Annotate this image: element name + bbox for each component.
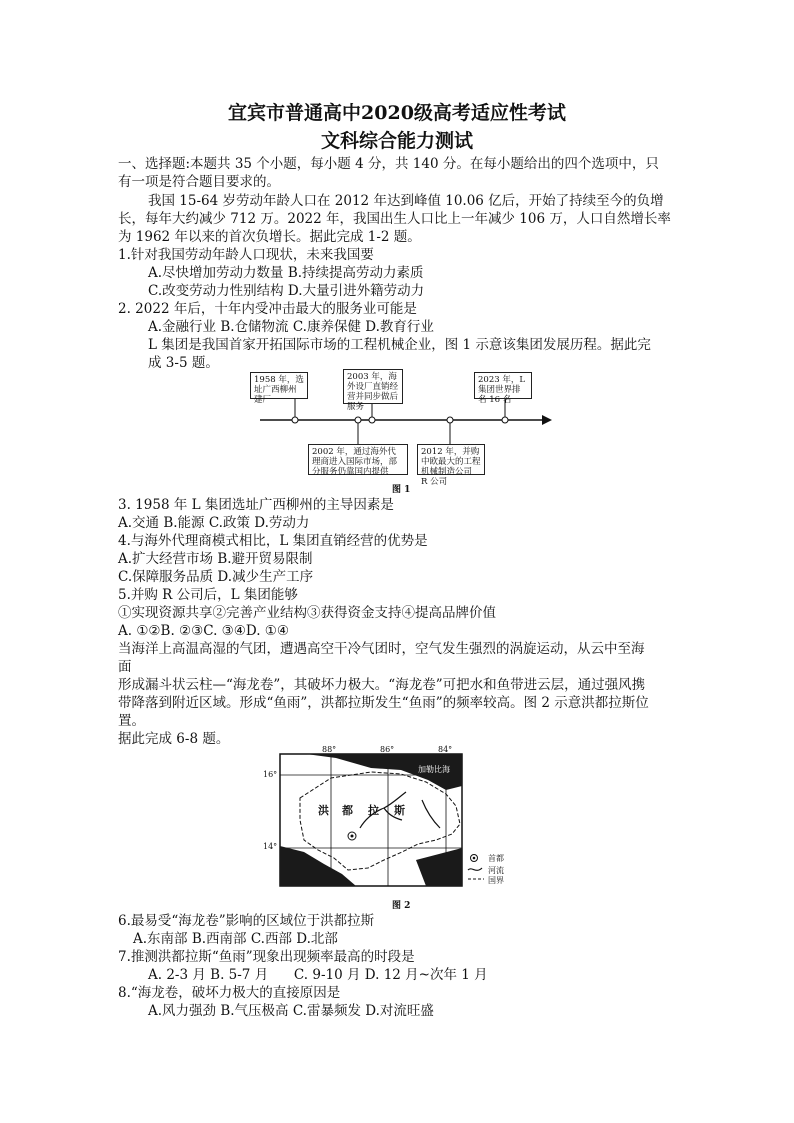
map-country-char-4: 斯 (394, 804, 405, 817)
question-8-stem: 8.“海龙卷，破坏力极大的直接原因是 (118, 985, 341, 1001)
question-4-stem: 4.与海外代理商模式相比，L 集团直销经营的优势是 (118, 533, 428, 549)
question-4-options-ab: A.扩大经营市场 B.避开贸易限制 (118, 551, 313, 567)
passage1-line-1: 我国 15-64 岁劳动年龄人口在 2012 年达到峰值 10.06 亿后，开始了持续至今的负增 (148, 193, 664, 209)
section-intro-line-1: 一、选择题:本题共 35 个小题，每小题 4 分，共 140 分。在每小题给出的四个选项中，只 (118, 156, 659, 172)
question-5-stem: 5.并购 R 公司后，L 集团能够 (118, 587, 298, 603)
exam-subtitle: 文科综合能力测试 (320, 130, 473, 152)
passage3-line-6: 据此完成 6-8 题。 (118, 731, 230, 747)
question-2-stem: 2. 2022 年后，十年内受冲击最大的服务业可能是 (118, 301, 417, 317)
legend-capital: 首都 (488, 854, 504, 863)
timeline-event-2023: 2023 年，L 集团世界排名 16 名 (474, 372, 532, 399)
legend-river: 河流 (488, 866, 504, 875)
question-6-stem: 6.最易受“海龙卷”影响的区域位于洪都拉斯 (118, 913, 375, 929)
map-country-char-3: 拉 (368, 804, 379, 817)
legend-border: 国界 (488, 876, 504, 885)
timeline-event-1958: 1958 年，选址广西柳州建厂 (250, 372, 308, 399)
passage3-line-3: 形成漏斗状云柱—“海龙卷”，其破坏力极大。“海龙卷”可把水和鱼带进云层，通过强风携 (118, 677, 646, 693)
map-sea-label: 加勒比海 (418, 765, 450, 774)
map-country-char-2: 都 (342, 804, 353, 817)
passage2-line-2: 成 3-5 题。 (148, 355, 219, 371)
map-lon-88: 88° (322, 745, 337, 754)
passage3-line-5: 置。 (118, 713, 145, 729)
timeline-event-2002: 2002 年，通过海外代理商进入国际市场，部分服务仍靠国内提供 (308, 444, 408, 475)
map-lon-86: 86° (380, 745, 395, 754)
map-lat-16: 16° (263, 770, 278, 779)
passage3-line-4: 带降落到附近区域。形成“鱼雨”，洪都拉斯发生“鱼雨”的频率较高。图 2 示意洪都拉斯位 (118, 695, 649, 711)
question-8-options: A.风力强劲 B.气压极高 C.雷暴频发 D.对流旺盛 (148, 1003, 434, 1019)
passage2-line-1: L 集团是我国首家开拓国际市场的工程机械企业，图 1 示意该集团发展历程。据此完 (148, 337, 651, 353)
figure2-map (276, 748, 522, 893)
question-1-options-cd: C.改变劳动力性别结构 D.大量引进外籍劳动力 (148, 283, 425, 299)
map-lat-14: 14° (263, 842, 278, 851)
question-5-options: A. ①②B. ②③C. ③④D. ①④ (118, 623, 290, 639)
map-country-char-1: 洪 (318, 804, 329, 817)
question-3-options: A.交通 B.能源 C.政策 D.劳动力 (118, 515, 310, 531)
passage3-line-1: 当海洋上高温高湿的气团，遭遇高空干冷气团时，空气发生强烈的涡旋运动，从云中至海 (118, 641, 645, 657)
question-6-options: A.东南部 B.西南部 C.西部 D.北部 (133, 931, 338, 947)
section-intro-line-2: 有一项是符合题目要求的。 (118, 174, 280, 190)
figure1-caption: 图 1 (392, 485, 411, 495)
question-1-options-ab: A.尽快增加劳动力数量 B.持续提高劳动力素质 (148, 265, 424, 281)
question-4-options-cd: C.保障服务品质 D.减少生产工序 (118, 569, 314, 585)
passage3-line-2: 面 (118, 659, 132, 675)
question-7-stem: 7.推测洪都拉斯“鱼雨”现象出现频率最高的时段是 (118, 949, 415, 965)
question-5-items: ①实现资源共享②完善产业结构③获得资金支持④提高品牌价值 (118, 605, 496, 621)
timeline-event-2003: 2003 年，海外设厂直销经营并同步做后服务 (343, 369, 403, 404)
passage1-line-3: 为 1962 年以来的首次负增长。据此完成 1-2 题。 (118, 229, 421, 245)
question-3-stem: 3. 1958 年 L 集团选址广西柳州的主导因素是 (118, 497, 394, 513)
question-1-stem: 1.针对我国劳动年龄人口现状，未来我国要 (118, 247, 374, 263)
question-7-options: A. 2-3 月 B. 5-7 月 C. 9-10 月 D. 12 月~次年 1 月 (148, 967, 488, 983)
map-lon-84: 84° (438, 745, 453, 754)
exam-title: 宜宾市普通高中2020级高考适应性考试 (228, 102, 566, 124)
question-2-options: A.金融行业 B.仓储物流 C.康养保健 D.教育行业 (148, 319, 434, 335)
timeline-event-2012: 2012 年，并购中欧最大的工程机械制造公司 R 公司 (417, 444, 485, 475)
figure2-caption: 图 2 (392, 901, 411, 911)
passage1-line-2: 长，每年大约减少 712 万。2022 年，我国出生人口比上一年减少 106 万，人口自然增长率 (118, 211, 671, 227)
